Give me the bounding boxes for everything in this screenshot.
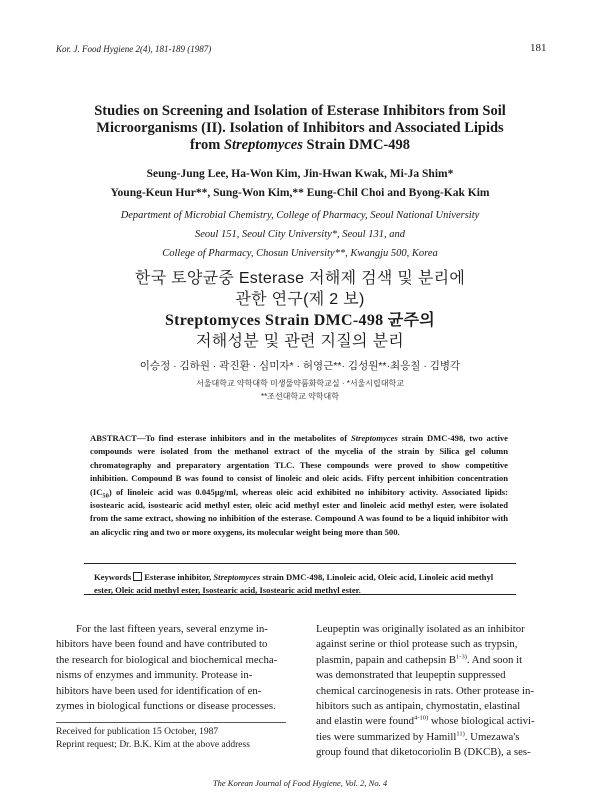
body-right-line: chemical carcinogenesis in rats. Other protease in-: [316, 684, 534, 697]
authors-line-1: Seung-Jung Lee, Ha-Won Kim, Jin-Hwan Kwak, Mi-Ja Shim*: [146, 168, 454, 180]
korean-title-line-1: 한국 토양균중 Esterase 저해제 검색 및 분리에: [134, 270, 466, 287]
citation-superscript: 11): [456, 730, 465, 738]
body-right-line: [316, 730, 544, 745]
abstract: [90, 432, 508, 539]
body-right-text: ties were summarized by Hamill: [316, 730, 457, 743]
title-species-name: Streptomyces: [223, 137, 303, 153]
body-right-line: against serine or thiol protease such as trypsin,: [316, 638, 518, 651]
citation-superscript: 1-3): [456, 653, 467, 661]
affiliation-line-1: Department of Microbial Chemistry, College of Pharmacy, Seoul National University: [120, 210, 480, 221]
body-right-text: . And soon it: [466, 653, 523, 666]
body-right-line: [316, 653, 544, 668]
checkbox-glyph-icon: [133, 572, 142, 581]
running-head: Kor. J. Food Hygiene 2(4), 181-189 (1987): [56, 44, 212, 54]
body-left-line: zymes in biological functions or disease processes.: [56, 700, 276, 713]
korean-title-line-2: 관한 연구(제 2 보): [235, 291, 365, 308]
body-right-text: . Umezawa's: [464, 730, 520, 743]
abstract-text-1: —To find esterase inhibitors and in the metabolites of: [136, 433, 351, 443]
body-column-left: [56, 622, 284, 714]
body-right-line: hibitors such as antipain, chymostatin, elastinal: [316, 700, 521, 713]
title-line-3-prefix: from: [189, 137, 224, 153]
body-right-line: group found that diketocoriolin B (DKCB), a ses-: [316, 746, 531, 759]
korean-affiliation-line-2: **조선대학교 약학대학: [260, 392, 339, 401]
abstract-label: ABSTRACT: [90, 433, 137, 443]
body-column-right: [316, 622, 544, 761]
footnote-divider: [56, 722, 286, 723]
keywords-text-2: strain DMC-498, Linoleic acid, Oleic acid, Linoleic acid methyl ester, Oleic acid methyl ester, Isostearic acid, Isostearic acid methyl ester.: [94, 572, 494, 595]
body-right-text: and elastin were found: [316, 715, 415, 728]
abstract-text-2: strain DMC-498, two active compounds were isolated from the methanol extract of the mycelia of the strain by Silica gel column chromatography and preparatory argentation TLC. These compounds were proved to show competitive inhibition. Compound B was found to consist of linoleic and oleic acids. Fifty percent inhibition concentration (IC: [90, 433, 509, 497]
keywords-species-name: Streptomyces: [213, 572, 261, 582]
body-left-line: nisms of enzymes and immunity. Protease in-: [56, 669, 253, 682]
journal-footer: The Korean Journal of Food Hygiene, Vol. 2, No. 4: [212, 778, 388, 788]
affiliations: [60, 206, 540, 263]
affiliation-line-2: Seoul 151, Seoul City University*, Seoul 131, and: [195, 229, 405, 240]
reprint-note: Reprint request; Dr. B.K. Kim at the above address: [56, 740, 250, 750]
page-number: 181: [530, 42, 547, 54]
korean-title: [60, 268, 540, 352]
title-line-1: Studies on Screening and Isolation of Esterase Inhibitors from Soil: [94, 103, 506, 119]
abstract-species-name: Streptomyces: [350, 433, 398, 443]
body-right-text: plasmin, papain and cathepsin B: [316, 653, 457, 666]
korean-title-line-4: 저해성분 및 관련 지질의 분리: [195, 333, 405, 350]
title-line-3: [60, 137, 540, 154]
korean-author-list: 이승정 · 김하원 · 곽진환 · 심미자* · 허영근**· 김성원**·최응칠 · 김병각: [139, 360, 461, 372]
keywords-text-1: Esterase inhibitor,: [144, 572, 214, 582]
body-left-line: For the last fifteen years, several enzyme in-: [76, 623, 268, 635]
korean-affiliations: [60, 377, 540, 403]
korean-affiliation-line-1: 서울대학교 약학대학 미생물약품화학교실 · *서울시립대학교: [196, 379, 404, 388]
author-list: [60, 165, 540, 203]
keywords-label: Keywords: [94, 572, 132, 582]
authors-line-2: Young-Keun Hur**, Sung-Won Kim,** Eung-Chil Choi and Byong-Kak Kim: [110, 187, 490, 199]
abstract-text-3: ) of linoleic acid was 0.045μg/ml, whereas oleic acid exhibited no inhibitory activity. Associated lipids: isostearic acid, isostearic acid methyl ester, oleic acid methyl ester and linoleic acid methyl ester, were isolated from the same extract, showing no inhibition of the esterase. Compound A was found to be a liquid inhibitor with an alicyclic ring and two or more oxygens, its molecular weight being more than 500.: [90, 486, 508, 537]
abstract-subscript: 50: [102, 492, 109, 500]
body-right-text: whose biological activi-: [428, 715, 535, 728]
body-right-line: was demonstrated that leupeptin suppressed: [316, 669, 506, 682]
title-line-3-suffix: Strain DMC-498: [302, 137, 411, 153]
keywords: [94, 571, 512, 597]
article-title: [60, 103, 540, 154]
received-note: Received for publication 15 October, 1987: [56, 727, 219, 737]
body-right-line: [316, 714, 544, 729]
body-right-line: Leupeptin was originally isolated as an inhibitor: [316, 623, 525, 635]
affiliation-line-3: College of Pharmacy, Chosun University**, Kwangju 500, Korea: [162, 248, 438, 259]
citation-superscript: 4-10): [414, 714, 429, 722]
title-line-2: Microorganisms (II). Isolation of Inhibitors and Associated Lipids: [96, 120, 504, 136]
footnotes: [56, 726, 296, 752]
body-left-line: the research for biological and biochemical mecha-: [56, 653, 278, 666]
korean-title-line-3: Streptomyces Strain DMC-498 균주의: [164, 312, 435, 329]
body-left-line: hibitors have been found and have contributed to: [56, 638, 268, 651]
body-left-line: hibitors have been used for identification of en-: [56, 684, 262, 697]
